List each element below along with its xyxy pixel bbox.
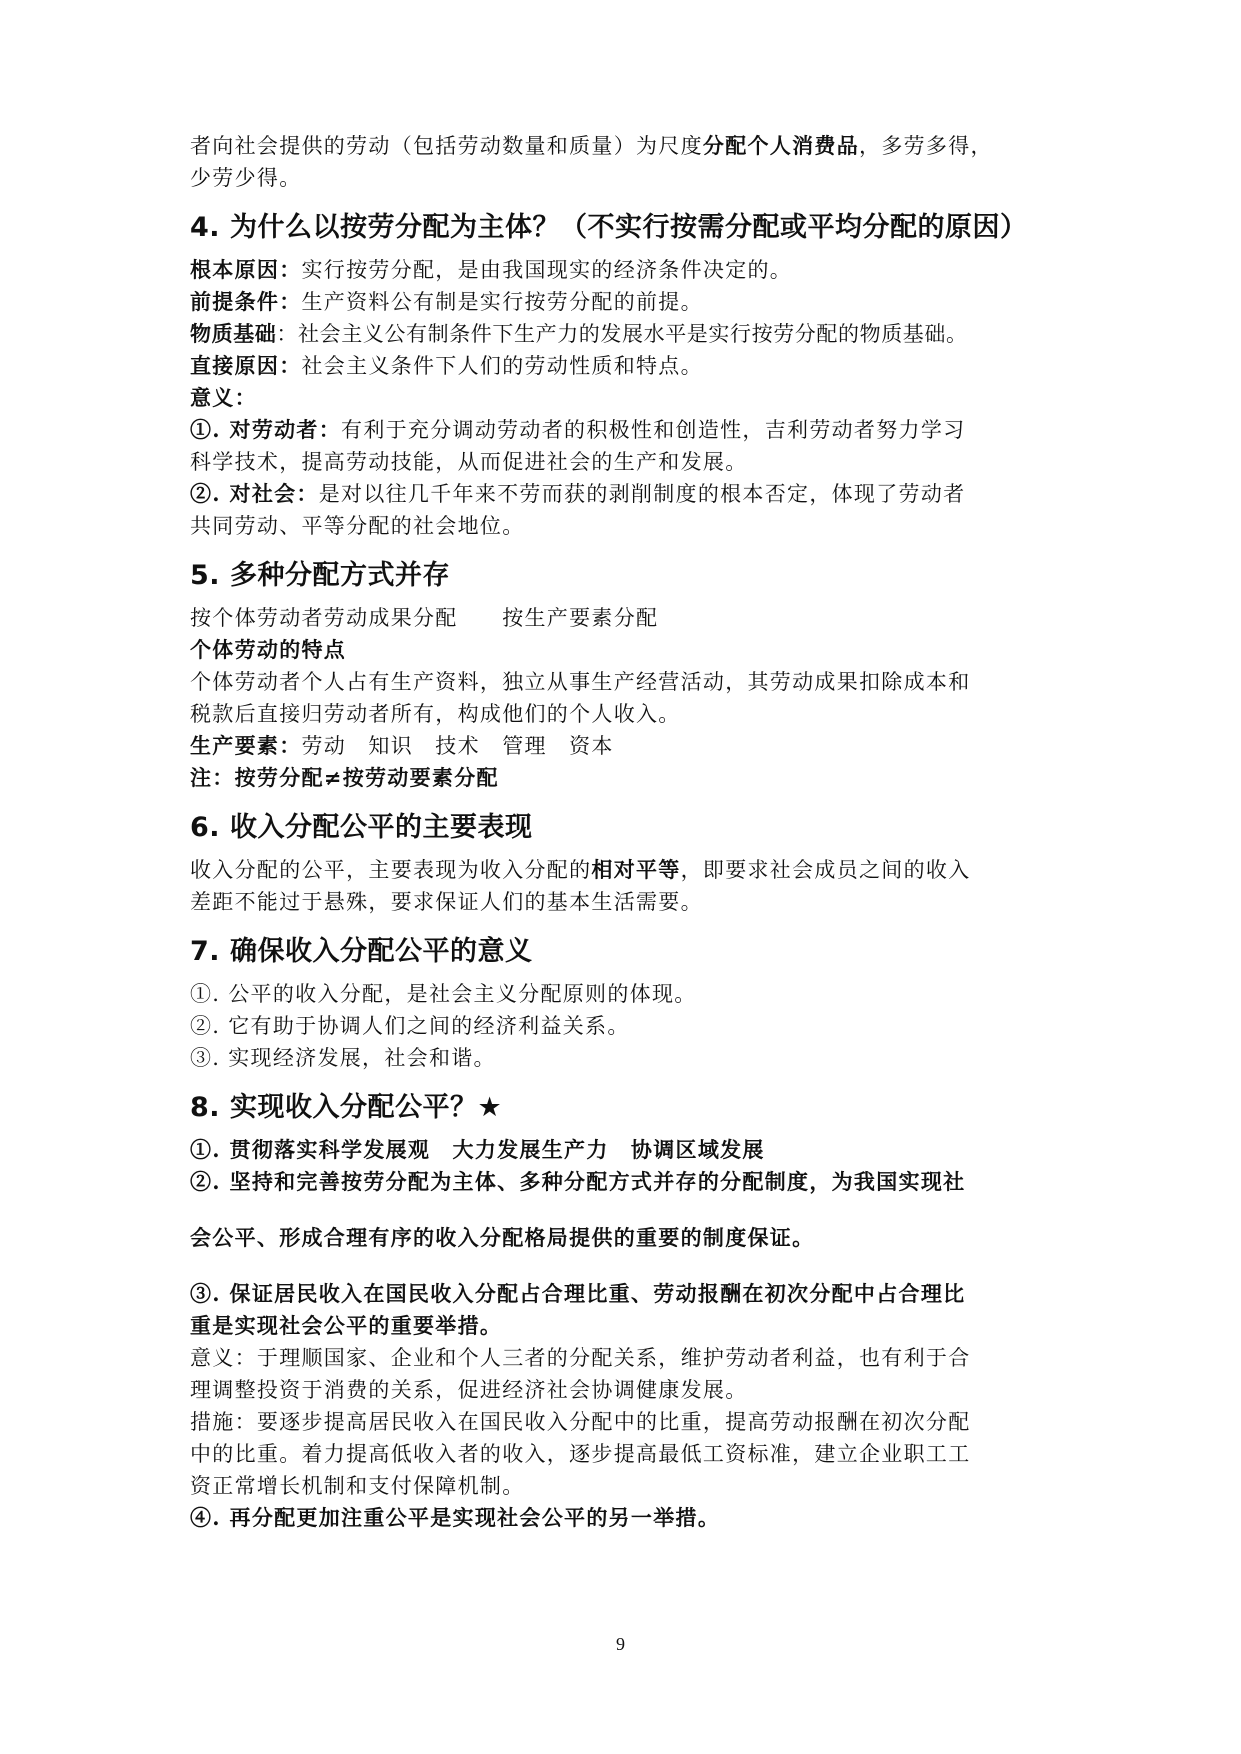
measure-item-2b: 会公平、形成合理有序的收入分配格局提供的重要的制度保证。 bbox=[190, 1225, 815, 1250]
measure-meaning-2: 理调整投资于消费的关系，促进经济社会协调健康发展。 bbox=[190, 1378, 748, 1402]
measure-item-1: ①. 贯彻落实科学发展观 大力发展生产力 协调区域发展 bbox=[190, 1137, 765, 1162]
meaning-item-2 bbox=[190, 478, 1070, 510]
measure-steps-1: 措施：要逐步提高居民收入在国民收入分配中的比重，提高劳动报酬在初次分配 bbox=[190, 1410, 971, 1434]
meaning-item-2-label: ②. 对社会： bbox=[190, 481, 319, 506]
meaning-item-1-label: ①. 对劳动者： bbox=[190, 417, 342, 442]
feature-label: 个体劳动的特点 bbox=[190, 637, 347, 662]
distribution-methods: 按个体劳动者劳动成果分配 按生产要素分配 bbox=[190, 606, 659, 630]
meaning-label: 意义： bbox=[190, 385, 257, 410]
factors-line bbox=[190, 730, 1070, 762]
page-number: 9 bbox=[616, 1634, 625, 1654]
fairness-text-1 bbox=[190, 854, 1070, 886]
factors-label: 生产要素： bbox=[190, 733, 302, 758]
material-text: ：社会主义公有制条件下生产力的发展水平是实行按劳分配的物质基础。 bbox=[276, 322, 968, 346]
direct-cause-label: 直接原因： bbox=[190, 353, 302, 378]
material-label: 物质基础 bbox=[190, 321, 277, 346]
intro-text: 者向社会提供的劳动（包括劳动数量和质量）为尺度 bbox=[190, 134, 703, 158]
intro-line-1 bbox=[190, 130, 1070, 162]
fairness-bold: 相对平等 bbox=[591, 857, 681, 882]
fairness-text-2: 差距不能过于悬殊，要求保证人们的基本生活需要。 bbox=[190, 890, 703, 914]
intro-text-end: ，多劳多得， bbox=[859, 134, 993, 158]
meaning-item-1-text: 有利于充分调动劳动者的积极性和创造性，吉利劳动者努力学习 bbox=[341, 418, 966, 442]
measure-meaning-1: 意义：于理顺国家、企业和个人三者的分配关系，维护劳动者利益，也有利于合 bbox=[190, 1346, 971, 1370]
material-line bbox=[190, 318, 1070, 350]
premise-label: 前提条件： bbox=[190, 289, 302, 314]
section-7-heading: 7. 确保收入分配公平的意义 bbox=[190, 936, 533, 967]
direct-cause-line bbox=[190, 350, 1070, 382]
measure-item-3b: 重是实现社会公平的重要举措。 bbox=[190, 1313, 503, 1338]
intro-bold: 分配个人消费品 bbox=[702, 133, 860, 158]
meaning-item-1 bbox=[190, 414, 1070, 446]
document-page bbox=[190, 0, 1070, 1534]
factors-text: 劳动 知识 技术 管理 资本 bbox=[301, 734, 614, 758]
premise-line bbox=[190, 286, 1070, 318]
meaning-item-2-text: 是对以往几千年来不劳而获的剥削制度的根本否定，体现了劳动者 bbox=[318, 482, 966, 506]
section-6-heading: 6. 收入分配公平的主要表现 bbox=[190, 812, 533, 843]
measure-steps-3: 资正常增长机制和支付保障机制。 bbox=[190, 1474, 525, 1498]
measure-item-4: ④. 再分配更加注重公平是实现社会公平的另一举措。 bbox=[190, 1505, 721, 1530]
meaning-item-2-cont: 共同劳动、平等分配的社会地位。 bbox=[190, 514, 525, 538]
section-4-heading: 4. 为什么以按劳分配为主体？（不实行按需分配或平均分配的原因） bbox=[190, 212, 1028, 243]
significance-item-2: ②. 它有助于协调人们之间的经济利益关系。 bbox=[190, 1014, 630, 1038]
section-5-heading: 5. 多种分配方式并存 bbox=[190, 560, 450, 591]
measure-item-3a: ③. 保证居民收入在国民收入分配占合理比重、劳动报酬在初次分配中占合理比 bbox=[190, 1281, 966, 1306]
measure-steps-2: 中的比重。着力提高低收入者的收入，逐步提高最低工资标准，建立企业职工工 bbox=[190, 1442, 971, 1466]
meaning-item-1-cont: 科学技术，提高劳动技能，从而促进社会的生产和发展。 bbox=[190, 450, 748, 474]
fairness-text-c: ，即要求社会成员之间的收入 bbox=[680, 858, 971, 882]
significance-item-3: ③. 实现经济发展，社会和谐。 bbox=[190, 1046, 496, 1070]
root-cause-text: 实行按劳分配，是由我国现实的经济条件决定的。 bbox=[301, 258, 793, 282]
root-cause-line bbox=[190, 254, 1070, 286]
significance-item-1: ①. 公平的收入分配，是社会主义分配原则的体现。 bbox=[190, 982, 697, 1006]
section-8-heading: 8. 实现收入分配公平？★ bbox=[190, 1092, 503, 1123]
feature-text-2: 税款后直接归劳动者所有，构成他们的个人收入。 bbox=[190, 702, 681, 726]
measure-item-2a: ②. 坚持和完善按劳分配为主体、多种分配方式并存的分配制度，为我国实现社 bbox=[190, 1169, 966, 1194]
premise-text: 生产资料公有制是实行按劳分配的前提。 bbox=[301, 290, 703, 314]
feature-text-1: 个体劳动者个人占有生产资料，独立从事生产经营活动，其劳动成果扣除成本和 bbox=[190, 670, 971, 694]
root-cause-label: 根本原因： bbox=[190, 257, 302, 282]
intro-line-2: 少劳少得。 bbox=[190, 166, 302, 190]
direct-cause-text: 社会主义条件下人们的劳动性质和特点。 bbox=[301, 354, 703, 378]
note-line: 注：按劳分配≠按劳动要素分配 bbox=[190, 765, 499, 790]
fairness-text-a: 收入分配的公平，主要表现为收入分配的 bbox=[190, 858, 592, 882]
